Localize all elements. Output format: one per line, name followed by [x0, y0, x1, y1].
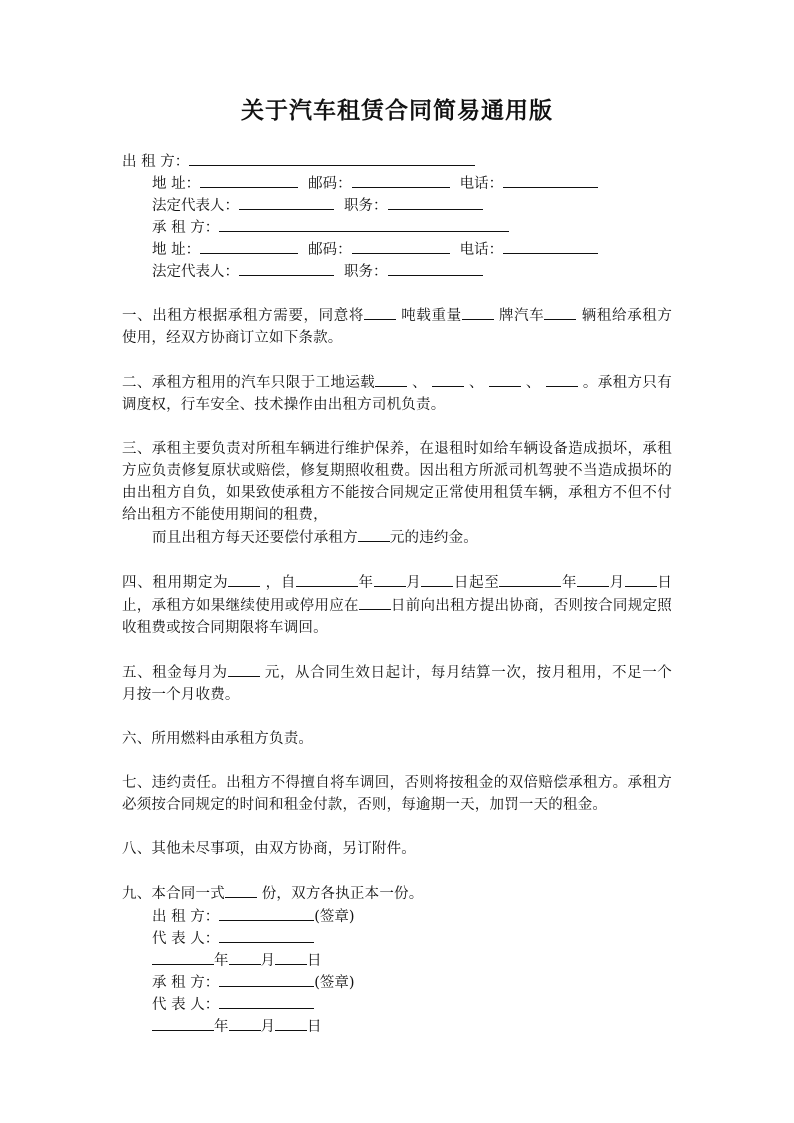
- clause-4-text-c: 日止，承租方如果继续使用或停用应在: [122, 575, 673, 614]
- cargo-blank-3[interactable]: [489, 371, 521, 387]
- start-month-blank[interactable]: [374, 571, 406, 587]
- lessor-name-blank[interactable]: [189, 150, 475, 166]
- sign-lessor-line: [122, 905, 672, 927]
- sign-lessee-date-line: [122, 1015, 672, 1037]
- day-label: 日: [307, 953, 322, 969]
- clause-1-text-c: 牌汽车: [499, 308, 545, 324]
- monthly-rent-blank[interactable]: [228, 661, 260, 677]
- copies-blank[interactable]: [225, 882, 257, 898]
- clause-7: 七、违约责任。出租方不得擅自将车调回，否则将按租金的双倍赔偿承租方。承租方必须按合同规定的时间和租金付款，否则，每逾期一天，加罚一天的租金。: [122, 775, 672, 813]
- month-label: 月: [260, 953, 275, 969]
- clause-4-text-b: ，自: [265, 575, 297, 591]
- lessor-legal-rep-blank[interactable]: [239, 194, 334, 210]
- lessor-line: [122, 150, 672, 172]
- cargo-blank-2[interactable]: [432, 371, 464, 387]
- lessee-postcode-blank[interactable]: [352, 238, 450, 254]
- sign-lessor-rep-blank[interactable]: [219, 927, 314, 943]
- address-label: 地 址：: [152, 176, 201, 192]
- clause-5: [122, 661, 672, 706]
- sign-lessee-rep-line: [122, 993, 672, 1015]
- day-label: 日: [307, 1019, 322, 1035]
- lessor-label: 出 租 方：: [122, 154, 190, 170]
- lessor-position-blank[interactable]: [388, 194, 483, 210]
- lessee-name-blank[interactable]: [219, 216, 509, 232]
- brand-blank[interactable]: [462, 304, 494, 320]
- tonnage-blank[interactable]: [364, 304, 396, 320]
- sign-rep-label: 代 表 人：: [152, 931, 220, 947]
- clause-2: [122, 371, 672, 416]
- sign-lessee-blank[interactable]: [219, 971, 314, 987]
- sign-lessee-day-blank[interactable]: [275, 1015, 307, 1031]
- clause-9-text-a: 九、本合同一式: [122, 886, 225, 902]
- lessee-line: [122, 216, 672, 238]
- clause-3-text-c: 元的违约金。: [389, 530, 479, 546]
- lessee-legal-rep-blank[interactable]: [239, 260, 334, 276]
- sign-lessee-rep-blank[interactable]: [219, 993, 314, 1009]
- vehicle-count-blank[interactable]: [544, 304, 576, 320]
- year-label: 年: [358, 575, 374, 591]
- seal-label: (签章): [314, 909, 355, 925]
- clause-9: [122, 882, 672, 905]
- clause-9-text-b: 份，双方各执正本一份。: [261, 886, 424, 902]
- lessee-position-blank[interactable]: [388, 260, 483, 276]
- start-year-blank[interactable]: [296, 571, 358, 587]
- month-label: 月: [609, 575, 625, 591]
- sign-lessee-month-blank[interactable]: [229, 1015, 261, 1031]
- legal-rep-label: 法定代表人：: [152, 264, 239, 280]
- year-label: 年: [214, 953, 229, 969]
- clause-1: [122, 304, 672, 349]
- sign-lessee-line: [122, 971, 672, 993]
- lessor-address-line: [122, 172, 672, 194]
- sign-lessor-day-blank[interactable]: [275, 949, 307, 965]
- lessor-postcode-blank[interactable]: [352, 172, 450, 188]
- sign-lessor-blank[interactable]: [219, 905, 314, 921]
- lessee-address-line: [122, 238, 672, 260]
- start-day-blank[interactable]: [421, 571, 453, 587]
- lessee-phone-blank[interactable]: [503, 238, 598, 254]
- term-blank[interactable]: [228, 571, 260, 587]
- sign-lessor-date-line: [122, 949, 672, 971]
- month-label: 月: [260, 1019, 275, 1035]
- year-label: 年: [561, 575, 578, 591]
- end-month-blank[interactable]: [577, 571, 609, 587]
- position-label: 职务：: [344, 264, 388, 280]
- postcode-label: 邮码：: [308, 176, 352, 192]
- seal-label: (签章): [314, 975, 355, 991]
- sign-lessor-year-blank[interactable]: [152, 949, 214, 965]
- clause-1-text-b: 吨载重量: [401, 308, 462, 324]
- document-title: 关于汽车租赁合同简易通用版: [241, 97, 553, 124]
- legal-rep-label: 法定代表人：: [152, 198, 239, 214]
- end-day-blank[interactable]: [625, 571, 657, 587]
- clause-4-text-d: 日前向出租方提出协商，否则按合同规定照收租费或按合同期限将车调回。: [122, 598, 672, 636]
- clause-5-text-a: 五、租金每月为: [122, 665, 228, 681]
- phone-label: 电话：: [459, 176, 504, 192]
- clause-1-text-a: 一、出租方根据承租方需要，同意将: [122, 308, 365, 324]
- clause-1-text-d: 辆租给承租方使用，经双方协商订立如下条款。: [122, 308, 673, 346]
- lessor-phone-blank[interactable]: [503, 172, 598, 188]
- separator: 、: [469, 375, 484, 391]
- clause-3: 三、承租主要负责对所租车辆进行维护保养，在退租时如给车辆设备造成损坏，承租方应负责修复原状或赔偿，修复期照收租费。因出租方所派司机驾驶不当造成损坏的由出租方自负，如果致使承租方不能按合同规定正常使用租赁车辆，承租方不但不付给出租方不能使用期间的租费，: [122, 441, 672, 523]
- lessee-address-blank[interactable]: [200, 238, 298, 254]
- clause-3-text-b: 而且出租方每天还要偿付承租方: [152, 530, 358, 546]
- lessor-legal-rep-line: [122, 194, 672, 216]
- sign-lessee-year-blank[interactable]: [152, 1015, 214, 1031]
- sign-lessor-label: 出 租 方：: [152, 909, 220, 925]
- year-label: 年: [214, 1019, 229, 1035]
- address-label: 地 址：: [152, 242, 201, 258]
- separator: 、: [525, 375, 541, 391]
- postcode-label: 邮码：: [308, 242, 352, 258]
- lessee-label: 承 租 方：: [152, 220, 220, 236]
- clause-5-text-b: 元，从合同生效日起计，每月结算一次，按月租用，不足一个月按一个月收费。: [122, 665, 672, 703]
- clause-2-text-a: 二、承租方租用的汽车只限于工地运载: [122, 375, 376, 391]
- clause-4-text-a: 四、租用期定为: [122, 575, 229, 591]
- clause-8: 八、其他未尽事项，由双方协商，另订附件。: [122, 841, 416, 857]
- separator: 、: [412, 375, 428, 391]
- clause-4: [122, 571, 672, 639]
- sign-lessee-label: 承 租 方：: [152, 975, 220, 991]
- lessor-address-blank[interactable]: [200, 172, 298, 188]
- lessee-legal-rep-line: [122, 260, 672, 282]
- cargo-blank-4[interactable]: [546, 371, 578, 387]
- notice-days-blank[interactable]: [359, 594, 391, 610]
- month-label: 月: [405, 575, 422, 591]
- clause-6: 六、所用燃料由承租方负责。: [122, 731, 314, 747]
- phone-label: 电话：: [459, 242, 504, 258]
- day-from-label: 日起至: [453, 575, 500, 591]
- position-label: 职务：: [344, 198, 388, 214]
- cargo-blank-1[interactable]: [375, 371, 407, 387]
- clause-2-text-b: 。承租方只有调度权，行车安全、技术操作由出租方司机负责。: [122, 375, 672, 413]
- sign-lessor-rep-line: [122, 927, 672, 949]
- sign-rep-label: 代 表 人：: [152, 997, 220, 1013]
- clause-3-continuation: [122, 526, 672, 549]
- end-year-blank[interactable]: [499, 571, 561, 587]
- sign-lessor-month-blank[interactable]: [229, 949, 261, 965]
- penalty-blank[interactable]: [358, 526, 390, 542]
